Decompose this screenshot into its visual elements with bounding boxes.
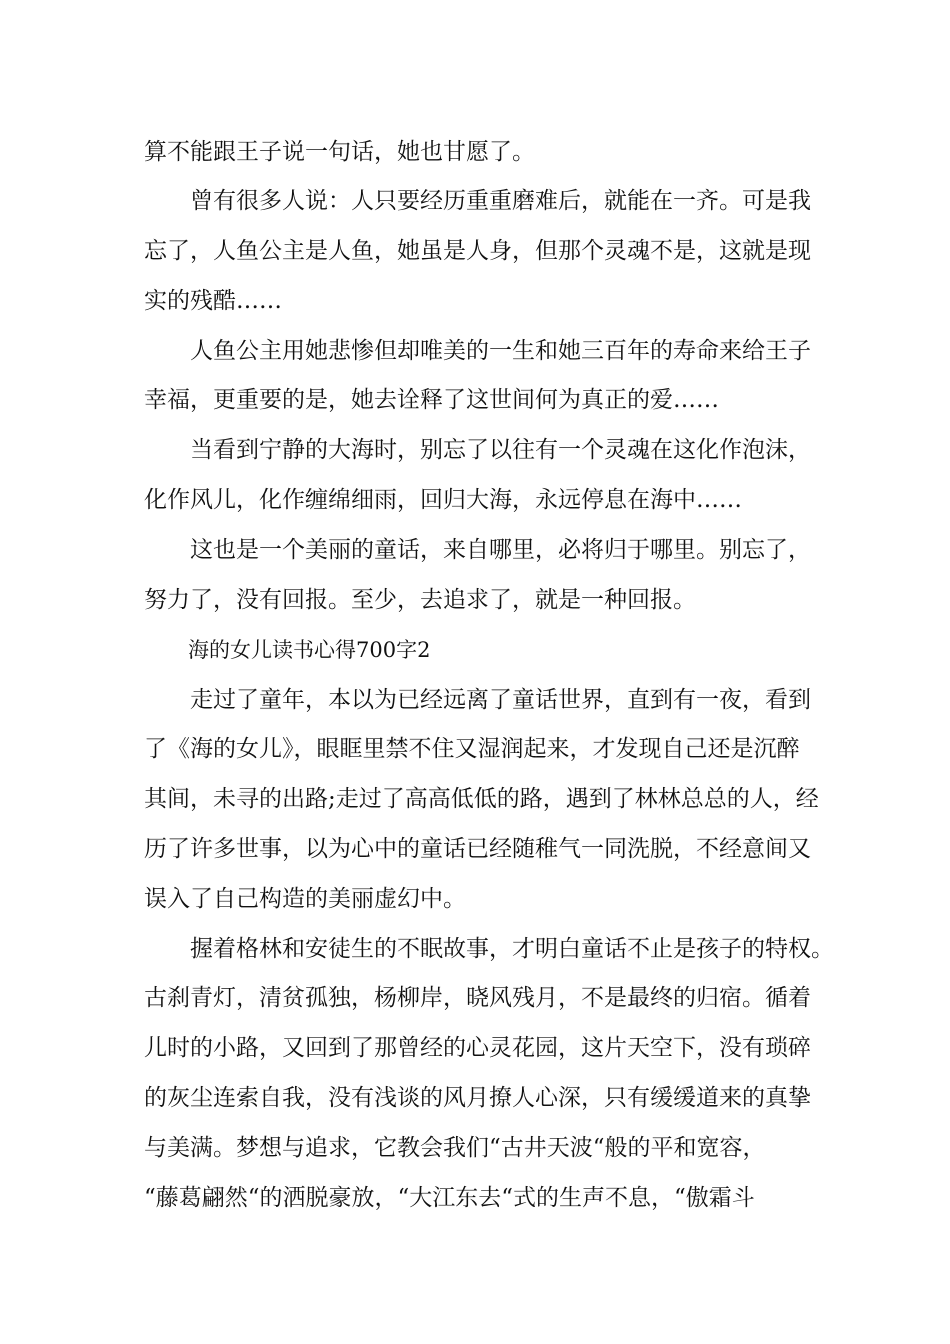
text-line: 其间，未寻的出路;走过了高高低低的路，遇到了林林总总的人，经 — [144, 786, 819, 812]
text-line: 了《海的女儿》，眼眶里禁不住又湿润起来，才发现自己还是沉醉 — [144, 736, 800, 762]
text-line: 努力了，没有回报。至少，去追求了，就是一种回报。 — [144, 587, 696, 613]
text-line: 化作风儿，化作缠绵细雨，回归大海，永远停息在海中…… — [144, 487, 742, 513]
paragraph-start-line: 当看到宁静的大海时，别忘了以往有一个灵魂在这化作泡沫， — [190, 437, 811, 463]
text-line: 幸福，更重要的是，她去诠释了这世间何为真正的爱…… — [144, 387, 719, 413]
paragraph-start-line: 人鱼公主用她悲惨但却唯美的一生和她三百年的寿命来给王子 — [190, 338, 811, 364]
text-line: 儿时的小路，又回到了那曾经的心灵花园，这片天空下，没有琐碎 — [144, 1035, 811, 1061]
text-line: 历了许多世事，以为心中的童话已经随稚气一同洗脱，不经意间又 — [144, 836, 811, 862]
paragraph-start-line: 曾有很多人说：人只要经历重重磨难后，就能在一齐。可是我 — [190, 188, 811, 214]
text-line: 算不能跟王子说一句话，她也甘愿了。 — [144, 139, 535, 165]
paragraph-start-line: 这也是一个美丽的童话，来自哪里，必将归于哪里。别忘了， — [190, 537, 811, 563]
text-line: 误入了自己构造的美丽虚幻中。 — [144, 886, 466, 912]
text-line: 实的残酷…… — [144, 288, 282, 314]
text-line: “藤葛翩然“的洒脱豪放，“大江东去“式的生声不息，“傲霜斗 — [144, 1185, 755, 1211]
section-heading: 海的女儿读书心得700字2 — [188, 638, 431, 662]
text-line: 忘了，人鱼公主是人鱼，她虽是人身，但那个灵魂不是，这就是现 — [144, 238, 811, 264]
text-line: 的灰尘连索自我，没有浅谈的风月撩人心深，只有缓缓道来的真挚 — [144, 1085, 811, 1111]
paragraph-start-line: 走过了童年，本以为已经远离了童话世界，直到有一夜，看到 — [190, 687, 811, 713]
text-line: 与美满。梦想与追求，它教会我们“古井天波“般的平和宽容， — [144, 1135, 766, 1161]
text-line: 古刹青灯，清贫孤独，杨柳岸，晓风残月，不是最终的归宿。循着 — [144, 985, 811, 1011]
paragraph-start-line: 握着格林和安徒生的不眠故事，才明白童话不止是孩子的特权。 — [190, 936, 834, 962]
